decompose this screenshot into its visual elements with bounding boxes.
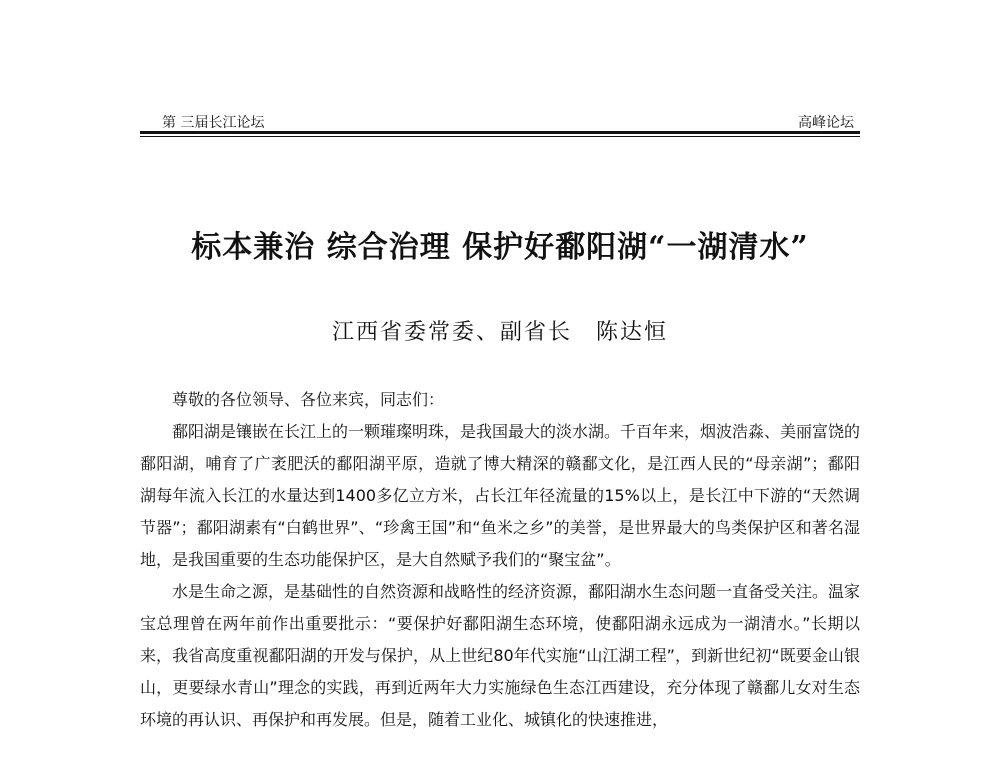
header-section-name: 高峰论坛	[798, 115, 854, 131]
body-paragraph: 鄱阳湖是镶嵌在长江上的一颗璀璨明珠，是我国最大的淡水湖。千百年来，烟波浩淼、美丽富饶的鄱阳湖，哺育了广袤肥沃的鄱阳湖平原，造就了博大精深的赣鄱文化，是江西人民的“母亲湖”；鄱阳湖每年流入长江的水量达到1400多亿立方米，占长江年径流量的15%以上，是长江中下游的“天然调节器”；鄱阳湖素有“白鹤世界”、“珍禽王国”和“鱼米之乡”的美誉，是世界最大的鸟类保护区和著名湿地，是我国重要的生态功能保护区，是大自然赋予我们的“聚宝盆”。	[140, 422, 861, 569]
article-body	[140, 384, 860, 736]
header-journal-name: 第 三届长江论坛	[162, 115, 265, 131]
header-rule-thin	[140, 136, 860, 137]
salutation-paragraph: 尊敬的各位领导、各位来宾，同志们：	[172, 390, 445, 409]
body-paragraph: 水是生命之源，是基础性的自然资源和战略性的经济资源，鄱阳湖水生态问题一直备受关注。温家宝总理曾在两年前作出重要批示：“要保护好鄱阳湖生态环境，使鄱阳湖永远成为一湖清水。”长期以来，我省高度重视鄱阳湖的开发与保护，从上世纪80年代实施“山江湖工程”，到新世纪初“既要金山银山，更要绿水青山”理念的实践，再到近两年大力实施绿色生态江西建设，充分体现了赣鄱儿女对生态环境的再认识、再保护和再发展。但是，随着工业化、城镇化的快速推进，	[140, 582, 861, 729]
header-rule-thick	[140, 131, 860, 134]
article-author: 江西省委常委、副省长 陈达恒	[331, 320, 668, 345]
article-title: 标本兼治 综合治理 保护好鄱阳湖“一湖清水”	[191, 230, 809, 265]
running-header	[140, 112, 860, 132]
